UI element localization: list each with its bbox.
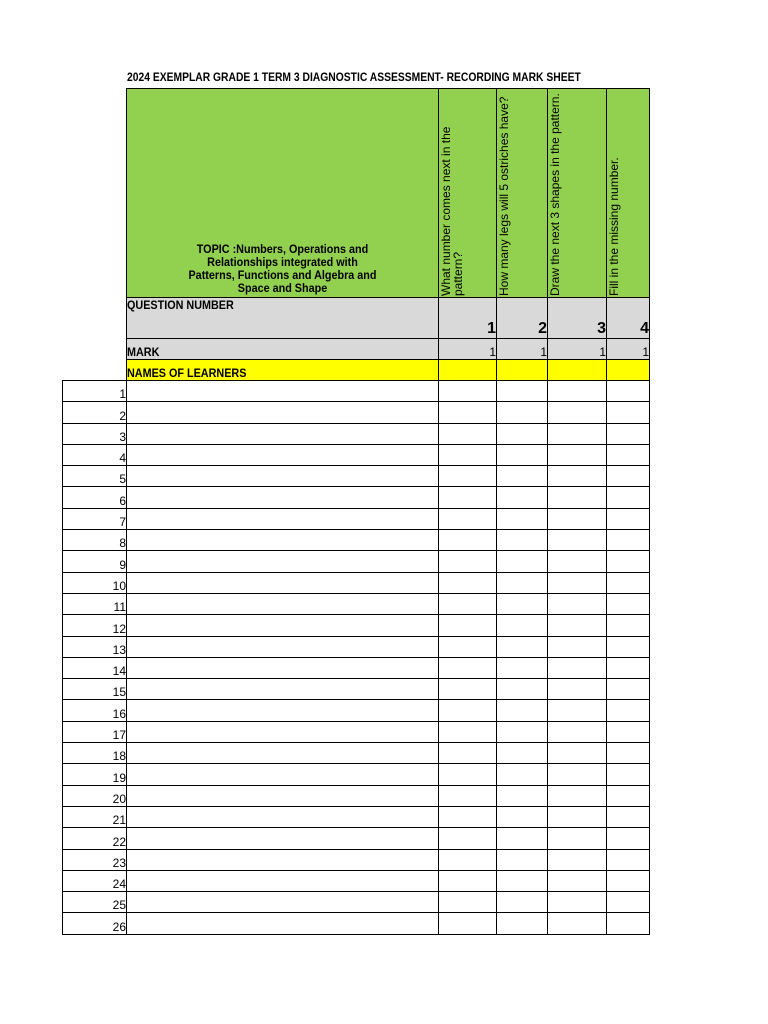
learner-mark-cell-q1[interactable] — [439, 721, 497, 742]
learner-mark-cell-q1[interactable] — [439, 785, 497, 806]
learner-row-number: 23 — [63, 849, 127, 870]
learner-row — [63, 743, 650, 764]
learner-mark-cell-q3[interactable] — [548, 657, 607, 678]
learner-mark-cell-q4[interactable] — [607, 849, 650, 870]
learner-row-number: 18 — [63, 743, 127, 764]
learner-mark-cell-q4[interactable] — [607, 530, 650, 551]
learner-row-number: 16 — [63, 700, 127, 721]
learner-mark-cell-q3[interactable] — [548, 636, 607, 657]
learner-row — [63, 402, 650, 423]
learner-mark-cell-q3[interactable] — [548, 913, 607, 934]
topic-line-4: Space and Shape — [237, 281, 328, 295]
mark-2: 1 — [497, 339, 548, 360]
learner-row-number: 26 — [63, 913, 127, 934]
learner-row-number: 25 — [63, 892, 127, 913]
learner-row — [63, 828, 650, 849]
learner-row — [63, 508, 650, 529]
learner-mark-cell-q3[interactable] — [548, 743, 607, 764]
learner-name-cell[interactable] — [127, 657, 439, 678]
question-number-4: 4 — [607, 298, 650, 339]
topic-line-1: TOPIC :Numbers, Operations and — [196, 242, 369, 256]
learner-row — [63, 806, 650, 827]
learner-mark-cell-q2[interactable] — [497, 764, 548, 785]
learner-mark-cell-q4[interactable] — [607, 764, 650, 785]
learner-mark-cell-q4[interactable] — [607, 700, 650, 721]
learner-mark-cell-q2[interactable] — [497, 657, 548, 678]
learner-mark-cell-q3[interactable] — [548, 381, 607, 402]
learner-mark-cell-q1[interactable] — [439, 892, 497, 913]
learner-row-number: 19 — [63, 764, 127, 785]
learner-mark-cell-q2[interactable] — [497, 530, 548, 551]
learner-mark-cell-q2[interactable] — [497, 444, 548, 465]
learner-mark-cell-q3[interactable] — [548, 508, 607, 529]
learner-row-number: 6 — [63, 487, 127, 508]
learner-name-cell[interactable] — [127, 530, 439, 551]
learner-row-number: 21 — [63, 806, 127, 827]
topic-cell — [127, 89, 439, 298]
topic-line-2: Relationships integrated with — [207, 255, 358, 269]
mark-row — [63, 339, 650, 360]
learner-mark-cell-q1[interactable] — [439, 530, 497, 551]
learner-name-cell[interactable] — [127, 679, 439, 700]
learner-mark-cell-q1[interactable] — [439, 806, 497, 827]
question-header-1 — [439, 89, 497, 298]
learner-mark-cell-q2[interactable] — [497, 806, 548, 827]
learner-row-number: 9 — [63, 551, 127, 572]
learner-mark-cell-q3[interactable] — [548, 466, 607, 487]
learner-mark-cell-q2[interactable] — [497, 913, 548, 934]
learner-name-cell[interactable] — [127, 849, 439, 870]
learner-mark-cell-q1[interactable] — [439, 593, 497, 614]
learner-mark-cell-q2[interactable] — [497, 892, 548, 913]
learner-row — [63, 487, 650, 508]
learner-row-number: 7 — [63, 508, 127, 529]
learner-mark-cell-q1[interactable] — [439, 508, 497, 529]
learner-row — [63, 551, 650, 572]
learner-row-number: 11 — [63, 593, 127, 614]
learner-name-cell[interactable] — [127, 764, 439, 785]
learner-mark-cell-q1[interactable] — [439, 657, 497, 678]
learner-name-cell[interactable] — [127, 402, 439, 423]
learner-row-number: 1 — [63, 381, 127, 402]
learner-row-number: 13 — [63, 636, 127, 657]
learner-name-cell[interactable] — [127, 743, 439, 764]
learner-mark-cell-q4[interactable] — [607, 636, 650, 657]
learner-mark-cell-q1[interactable] — [439, 381, 497, 402]
learner-mark-cell-q1[interactable] — [439, 615, 497, 636]
learner-mark-cell-q4[interactable] — [607, 828, 650, 849]
learner-mark-cell-q3[interactable] — [548, 572, 607, 593]
learner-mark-cell-q2[interactable] — [497, 551, 548, 572]
learner-row — [63, 679, 650, 700]
mark-3: 1 — [548, 339, 607, 360]
mark-sheet-table — [62, 88, 650, 935]
learner-mark-cell-q3[interactable] — [548, 679, 607, 700]
learner-row-number: 15 — [63, 679, 127, 700]
learner-mark-cell-q1[interactable] — [439, 764, 497, 785]
learner-name-cell[interactable] — [127, 892, 439, 913]
learner-mark-cell-q3[interactable] — [548, 444, 607, 465]
learner-row-number: 24 — [63, 870, 127, 891]
learner-row — [63, 870, 650, 891]
learner-mark-cell-q4[interactable] — [607, 551, 650, 572]
learner-name-cell[interactable] — [127, 828, 439, 849]
learner-mark-cell-q4[interactable] — [607, 423, 650, 444]
learner-mark-cell-q4[interactable] — [607, 381, 650, 402]
learner-mark-cell-q2[interactable] — [497, 402, 548, 423]
learner-mark-cell-q1[interactable] — [439, 636, 497, 657]
learner-row-number: 10 — [63, 572, 127, 593]
learner-row — [63, 466, 650, 487]
learner-mark-cell-q3[interactable] — [548, 828, 607, 849]
learner-mark-cell-q4[interactable] — [607, 487, 650, 508]
learner-mark-cell-q2[interactable] — [497, 381, 548, 402]
learner-mark-cell-q4[interactable] — [607, 402, 650, 423]
learner-name-cell[interactable] — [127, 806, 439, 827]
learner-mark-cell-q2[interactable] — [497, 721, 548, 742]
learner-mark-cell-q4[interactable] — [607, 870, 650, 891]
names-of-learners-label: NAMES OF LEARNERS — [127, 360, 439, 381]
learner-mark-cell-q2[interactable] — [497, 508, 548, 529]
learner-mark-cell-q4[interactable] — [607, 466, 650, 487]
learner-name-cell[interactable] — [127, 870, 439, 891]
learner-mark-cell-q4[interactable] — [607, 806, 650, 827]
learner-mark-cell-q3[interactable] — [548, 530, 607, 551]
learner-mark-cell-q3[interactable] — [548, 870, 607, 891]
learner-mark-cell-q2[interactable] — [497, 487, 548, 508]
question-text-4: Fill in the missing number. — [607, 157, 621, 296]
learner-row — [63, 892, 650, 913]
learner-mark-cell-q3[interactable] — [548, 785, 607, 806]
learner-mark-cell-q3[interactable] — [548, 551, 607, 572]
learner-mark-cell-q4[interactable] — [607, 743, 650, 764]
learner-name-cell[interactable] — [127, 572, 439, 593]
question-number-row — [63, 298, 650, 339]
learner-row — [63, 913, 650, 934]
learner-name-cell[interactable] — [127, 785, 439, 806]
learner-row-number: 22 — [63, 828, 127, 849]
learner-row — [63, 593, 650, 614]
learner-row-number: 20 — [63, 785, 127, 806]
learner-mark-cell-q1[interactable] — [439, 700, 497, 721]
learner-mark-cell-q3[interactable] — [548, 615, 607, 636]
learner-row — [63, 785, 650, 806]
topic-line-3: Patterns, Functions and Algebra and — [188, 268, 377, 282]
learner-mark-cell-q4[interactable] — [607, 785, 650, 806]
learner-mark-cell-q1[interactable] — [439, 487, 497, 508]
learner-row-number: 5 — [63, 466, 127, 487]
learner-mark-cell-q1[interactable] — [439, 679, 497, 700]
mark-4: 1 — [607, 339, 650, 360]
learner-mark-cell-q1[interactable] — [439, 551, 497, 572]
question-number-label: QUESTION NUMBER — [127, 298, 439, 339]
learner-row — [63, 636, 650, 657]
question-number-3: 3 — [548, 298, 607, 339]
learner-name-cell[interactable] — [127, 423, 439, 444]
learner-name-cell[interactable] — [127, 721, 439, 742]
learner-row — [63, 615, 650, 636]
learner-name-cell[interactable] — [127, 700, 439, 721]
learner-mark-cell-q3[interactable] — [548, 849, 607, 870]
learner-mark-cell-q4[interactable] — [607, 444, 650, 465]
learner-mark-cell-q2[interactable] — [497, 466, 548, 487]
learner-mark-cell-q2[interactable] — [497, 849, 548, 870]
learner-name-cell[interactable] — [127, 636, 439, 657]
learner-mark-cell-q4[interactable] — [607, 572, 650, 593]
learner-mark-cell-q2[interactable] — [497, 700, 548, 721]
sheet-title: 2024 EXEMPLAR GRADE 1 TERM 3 DIAGNOSTIC ASSESSMENT- RECORDING MARK SHEET — [127, 70, 581, 84]
learner-row — [63, 849, 650, 870]
learner-row — [63, 530, 650, 551]
question-text-2: How many legs will 5 ostriches have? — [497, 96, 511, 296]
learner-name-cell[interactable] — [127, 487, 439, 508]
learner-mark-cell-q2[interactable] — [497, 593, 548, 614]
learner-row — [63, 700, 650, 721]
learner-mark-cell-q1[interactable] — [439, 870, 497, 891]
learner-row-number: 3 — [63, 423, 127, 444]
learner-mark-cell-q4[interactable] — [607, 508, 650, 529]
learner-row — [63, 657, 650, 678]
learner-mark-cell-q3[interactable] — [548, 423, 607, 444]
learner-row-number: 12 — [63, 615, 127, 636]
header-row — [63, 89, 650, 298]
learner-row-number: 8 — [63, 530, 127, 551]
question-number-2: 2 — [497, 298, 548, 339]
learner-mark-cell-q3[interactable] — [548, 806, 607, 827]
learner-row — [63, 721, 650, 742]
learner-row-number: 4 — [63, 444, 127, 465]
learner-row-number: 2 — [63, 402, 127, 423]
learner-mark-cell-q4[interactable] — [607, 679, 650, 700]
learner-mark-cell-q1[interactable] — [439, 828, 497, 849]
learner-row — [63, 764, 650, 785]
question-header-3 — [548, 89, 607, 298]
learner-name-cell[interactable] — [127, 466, 439, 487]
learner-mark-cell-q1[interactable] — [439, 913, 497, 934]
learner-mark-cell-q3[interactable] — [548, 892, 607, 913]
learner-mark-cell-q3[interactable] — [548, 593, 607, 614]
learner-name-cell[interactable] — [127, 381, 439, 402]
learner-row — [63, 444, 650, 465]
learner-mark-cell-q1[interactable] — [439, 444, 497, 465]
learner-row — [63, 381, 650, 402]
learner-mark-cell-q3[interactable] — [548, 487, 607, 508]
mark-1: 1 — [439, 339, 497, 360]
learner-mark-cell-q1[interactable] — [439, 466, 497, 487]
learner-mark-cell-q1[interactable] — [439, 743, 497, 764]
question-header-2 — [497, 89, 548, 298]
question-text-3: Draw the next 3 shapes in the pattern. — [548, 93, 562, 296]
learner-mark-cell-q4[interactable] — [607, 615, 650, 636]
learner-mark-cell-q1[interactable] — [439, 849, 497, 870]
learner-mark-cell-q2[interactable] — [497, 615, 548, 636]
learner-name-cell[interactable] — [127, 444, 439, 465]
learner-row — [63, 423, 650, 444]
learner-mark-cell-q3[interactable] — [548, 700, 607, 721]
question-number-1: 1 — [439, 298, 497, 339]
learner-mark-cell-q2[interactable] — [497, 870, 548, 891]
learner-mark-cell-q3[interactable] — [548, 721, 607, 742]
learner-mark-cell-q4[interactable] — [607, 593, 650, 614]
learner-mark-cell-q2[interactable] — [497, 785, 548, 806]
learner-name-cell[interactable] — [127, 508, 439, 529]
learner-name-cell[interactable] — [127, 551, 439, 572]
learner-mark-cell-q4[interactable] — [607, 721, 650, 742]
names-header-row — [63, 360, 650, 381]
learner-mark-cell-q4[interactable] — [607, 657, 650, 678]
learner-mark-cell-q1[interactable] — [439, 402, 497, 423]
learner-mark-cell-q2[interactable] — [497, 636, 548, 657]
learner-mark-cell-q1[interactable] — [439, 572, 497, 593]
question-text-1: What number comes next in the pattern? — [439, 126, 465, 296]
learner-mark-cell-q2[interactable] — [497, 423, 548, 444]
learner-mark-cell-q2[interactable] — [497, 828, 548, 849]
learner-row — [63, 572, 650, 593]
mark-label: MARK — [127, 339, 439, 360]
learner-name-cell[interactable] — [127, 913, 439, 934]
question-header-4 — [607, 89, 650, 298]
learner-mark-cell-q3[interactable] — [548, 764, 607, 785]
learner-mark-cell-q1[interactable] — [439, 423, 497, 444]
learner-name-cell[interactable] — [127, 615, 439, 636]
learner-row-number: 14 — [63, 657, 127, 678]
learner-name-cell[interactable] — [127, 593, 439, 614]
learner-row-number: 17 — [63, 721, 127, 742]
learner-mark-cell-q4[interactable] — [607, 892, 650, 913]
learner-mark-cell-q2[interactable] — [497, 743, 548, 764]
learner-mark-cell-q4[interactable] — [607, 913, 650, 934]
learner-mark-cell-q3[interactable] — [548, 402, 607, 423]
learner-mark-cell-q2[interactable] — [497, 679, 548, 700]
learner-mark-cell-q2[interactable] — [497, 572, 548, 593]
